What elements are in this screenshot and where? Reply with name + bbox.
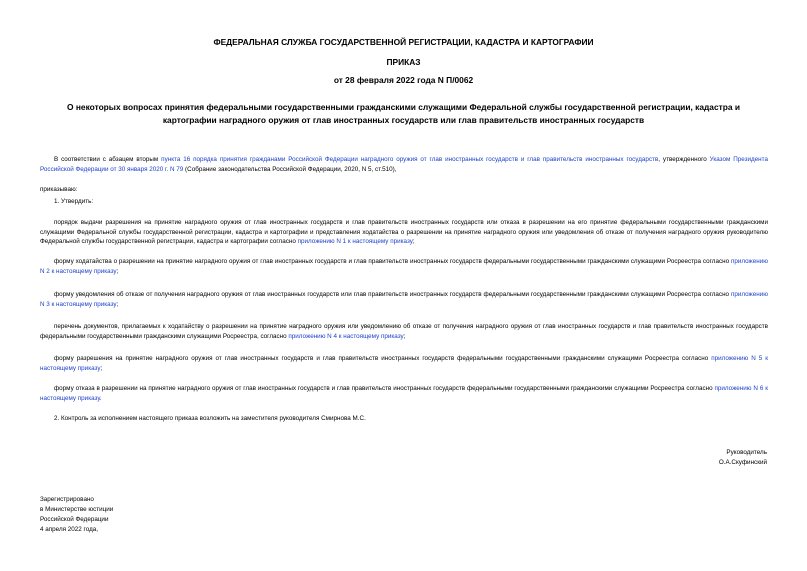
document-date-number: от 28 февраля 2022 года N П/0062 — [333, 75, 474, 85]
decree-link[interactable]: Указом Президента Российской Федерации от 30 января 2020 г. N 79 — [40, 156, 768, 173]
item-1-text: 1. Утвердить: — [54, 198, 94, 205]
paragraph-6-text: форму отказа в разрешении на принятие наградного оружия от глав иностранных государств и глав правительств иностранных государств федеральными государственными гражданскими служащими Росреестра согласно — [54, 385, 715, 392]
intro-text-start: В соответствии с абзацем вторым — [54, 156, 162, 163]
paragraph-5-end: ; — [100, 364, 103, 372]
appendix-5-link[interactable]: приложению N 5 к настоящему приказу — [40, 355, 769, 372]
appendix-4-link[interactable]: приложению N 4 к настоящему приказу — [288, 332, 404, 340]
orders-line: приказываю: — [40, 186, 78, 193]
paragraph-4-end: ; — [403, 332, 406, 340]
registration-line-1: Зарегистрировано — [40, 496, 94, 503]
document-type: ПРИКАЗ — [386, 57, 421, 67]
paragraph-6-end: . — [99, 394, 102, 402]
paragraph-1-text: порядок выдачи разрешения на принятие наградного оружия от глав иностранных государств и глав правительств иностранных государств или отказа в разрешении на его принятие федеральными государственными гражданскими служащими Федеральной службы государственной регистрации, кадастра и картографии и представления ходатайства о разрешении на принятие наградного оружия или уведомления об отказе от получения наградного оружия руководителю Федеральной службы государственной регистрации, кадастра и картографии согласно — [40, 219, 768, 246]
intro-text-end: (Собрание законодательства Российской Федерации, 2020, N 5, ст.510), — [183, 165, 397, 173]
order-link[interactable]: пункта 16 порядка принятия гражданами Российской Федерации наградного оружия от глав иностранных государств и глав правительств иностранных государств — [161, 156, 659, 163]
item-1 — [40, 197, 768, 207]
appendix-2-link[interactable]: приложению N 2 к настоящему приказу — [40, 258, 768, 275]
item-2 — [40, 414, 768, 424]
paragraph-1 — [40, 218, 768, 247]
registration-line-3: Российской Федерации — [40, 516, 109, 523]
paragraph-2 — [40, 257, 768, 276]
paragraph-4-text: перечень документов, прилагаемых к ходатайству о разрешении на принятие наградного оружия или уведомлению об отказе от получения наградного оружия от глав иностранных государств и глав правительств иностранных государств федеральными государственными гражданскими служащими Росреестра, согласно — [40, 323, 768, 340]
paragraph-3-text: форму уведомления об отказе от получения наградного оружия от глав иностранных государств или глав правительств иностранных государств федеральными государственными гражданскими служащими Росреестра согласно — [54, 291, 731, 298]
agency-name: ФЕДЕРАЛЬНАЯ СЛУЖБА ГОСУДАРСТВЕННОЙ РЕГИСТРАЦИИ, КАДАСТРА И КАРТОГРАФИИ — [213, 37, 594, 47]
paragraph-6 — [40, 384, 768, 403]
paragraph-2-text: форму ходатайства о разрешении на принятие наградного оружия от глав иностранных государств и глав правительств иностранных государств федеральными государственными гражданскими служащими Росреестра согласно — [54, 258, 731, 265]
signature-position: Руководитель — [726, 449, 767, 456]
registration-line-2: в Министерстве юстиции — [40, 506, 114, 513]
appendix-3-link[interactable]: приложению N 3 к настоящему приказу — [40, 291, 768, 308]
appendix-1-link[interactable]: приложению N 1 к настоящему приказу — [297, 238, 413, 246]
paragraph-5 — [40, 354, 768, 373]
signature-name: О.А.Скуфинский — [718, 459, 767, 466]
item-2-text: 2. Контроль за исполнением настоящего приказа возложить на заместителя руководителя Смирнова М.С. — [54, 415, 366, 422]
registration-block — [40, 495, 113, 535]
signature-block — [719, 448, 767, 468]
paragraph-2-end: ; — [116, 267, 119, 275]
paragraph-1-end: ; — [412, 238, 415, 246]
paragraph-4 — [40, 322, 768, 341]
paragraph-5-text: форму разрешения на принятие наградного оружия от глав иностранных государств и глав правительств иностранных государств федеральными государственными гражданскими служащими Росреестра согласно — [54, 355, 712, 362]
paragraph-3-end: ; — [116, 300, 119, 308]
intro-paragraph — [40, 155, 768, 174]
document-title: О некоторых вопросах принятия федеральными государственными гражданскими служащими Федеральной службы государственной регистрации, кадастра и картографии наградного оружия от глав иностранных государств или глав правительств иностранных государств — [67, 102, 740, 125]
paragraph-3 — [40, 290, 768, 309]
registration-line-4: 4 апреля 2022 года, — [40, 526, 98, 533]
intro-text-mid: , утвержденного — [658, 156, 710, 163]
appendix-6-link[interactable]: приложению N 6 к настоящему приказу — [40, 385, 769, 402]
